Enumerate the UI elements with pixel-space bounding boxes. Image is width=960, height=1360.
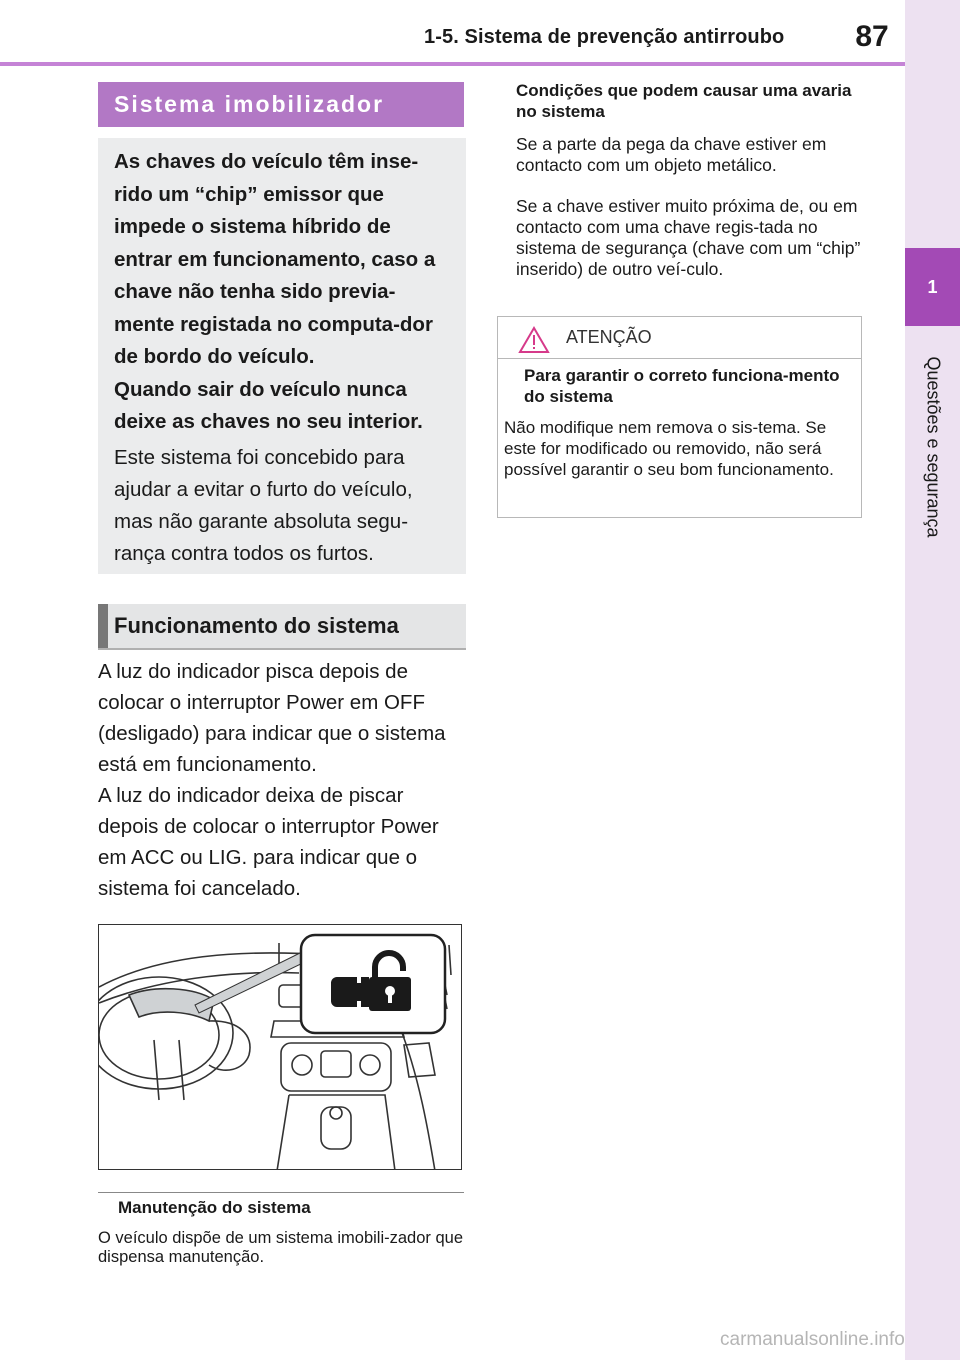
dashboard-illustration	[98, 924, 462, 1170]
maintenance-body: O veículo dispõe de um sistema imobili-zador que dispensa manutenção.	[98, 1229, 464, 1266]
section-heading-operation	[98, 604, 466, 650]
operation-line-1: A luz do indicador pisca depois de colocar o interruptor Power em OFF (desligado) para indicar que o sistema está em funcionamento.	[98, 660, 446, 776]
intro-bold-text: As chaves do veículo têm inse-rido um “chip” emissor que impede o sistema híbrido de entrar em funcionamento, caso a chave não tenha sido previa-mente registada no computa-dor de bordo do veículo.	[114, 150, 436, 368]
conditions-item-2: Se a chave estiver muito próxima de, ou em contacto com uma chave regis-tada no sistema de segurança (chave com um “chip” inserido) de outro veí-culo.	[516, 196, 861, 279]
conditions-title: Condições que podem causar uma avaria no sistema	[516, 81, 852, 121]
chapter-title-vertical: Questões e segurança	[923, 356, 944, 538]
warning-triangle-icon	[518, 326, 550, 354]
warning-title: Para garantir o correto funciona-mento do sistema	[524, 366, 840, 406]
intro-warning-text: Quando sair do veículo nunca deixe as chaves no seu interior.	[114, 378, 423, 433]
warning-header	[498, 317, 861, 359]
maintenance-title: Manutenção do sistema	[118, 1198, 311, 1217]
warning-body: Não modifique nem remova o sis-tema. Se este for modificado ou removido, não será possível garantir o seu bom funcionamento.	[504, 418, 834, 479]
intro-note-text: Este sistema foi concebido para ajudar a evitar o furto do veículo, mas não garante absoluta segu-rança contra todos os furtos.	[114, 446, 413, 565]
chapter-number-badge: 1	[905, 248, 960, 326]
dashboard-drawing	[99, 925, 462, 1170]
section-heading-operation-label: Funcionamento do sistema	[114, 613, 399, 638]
conditions-item-1: Se a parte da pega da chave estiver em contacto com um objeto metálico.	[516, 134, 827, 175]
page-number: 87	[855, 20, 889, 53]
section-heading-immobilizer: Sistema imobilizador	[98, 82, 464, 127]
chapter-side-tab	[905, 0, 960, 1360]
operation-description	[98, 656, 468, 904]
heading-accent-bar	[98, 604, 108, 648]
header-divider	[0, 62, 905, 66]
warning-label: ATENÇÃO	[566, 327, 652, 347]
watermark: carmanualsonline.info	[720, 1329, 905, 1350]
section-header-title: 1-5. Sistema de prevenção antirroubo	[424, 26, 785, 48]
note-divider	[98, 1192, 464, 1193]
operation-line-2: A luz do indicador deixa de piscar depois de colocar o interruptor Power em ACC ou LIG. para indicar que o sistema foi cancelado.	[98, 784, 439, 900]
warning-box	[497, 316, 862, 518]
